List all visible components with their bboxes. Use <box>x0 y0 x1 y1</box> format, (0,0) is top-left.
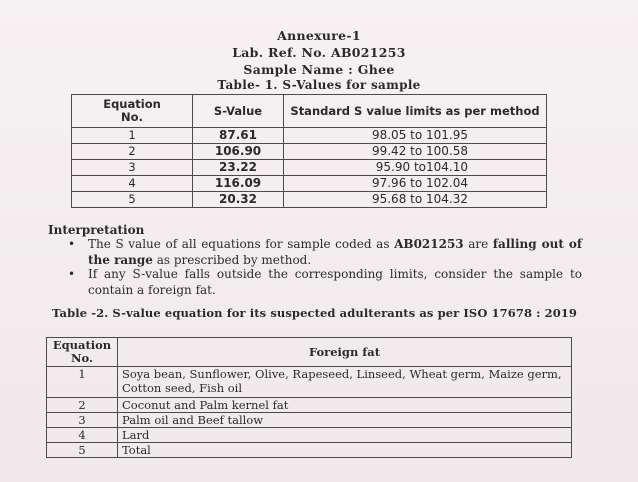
bullet-icon: • <box>68 267 76 281</box>
equation-number: 4 <box>72 176 193 192</box>
bullet-icon: • <box>68 237 76 251</box>
lab-ref-number: Lab. Ref. No. AB021253 <box>232 45 406 60</box>
equation-number: 2 <box>72 144 193 160</box>
equation-number: 3 <box>47 413 118 428</box>
equation-number: 4 <box>47 428 118 443</box>
table2-header-row <box>47 338 572 367</box>
equation-number: 3 <box>72 160 193 176</box>
table-row <box>72 176 547 192</box>
out-of-range-phrase: falling out of the range <box>88 237 582 267</box>
s-value-limit: 98.05 to 101.95 <box>284 128 547 144</box>
s-value: 116.09 <box>193 176 284 192</box>
table2-caption: Table -2. S-value equation for its suspected adulterants as per ISO 17678 : 2019 <box>52 306 578 320</box>
equation-number: 2 <box>47 398 118 413</box>
sample-name: Sample Name : Ghee <box>243 62 395 77</box>
adulterants-table <box>46 337 572 458</box>
bullet-1-post: as prescribed by method. <box>152 253 312 267</box>
s-values-table <box>71 94 547 208</box>
table1-col-equation-line1: Equation <box>103 97 161 111</box>
foreign-fat: Palm oil and Beef tallow <box>118 413 572 428</box>
table-row <box>72 192 547 208</box>
s-value-limit: 97.96 to 102.04 <box>284 176 547 192</box>
interpretation-heading: Interpretation <box>48 223 145 237</box>
table1-col-equation <box>72 95 193 128</box>
table2-col-equation-line2: No. <box>71 351 93 365</box>
foreign-fat: Lard <box>118 428 572 443</box>
interpretation-bullet-2 <box>70 266 582 298</box>
s-value: 20.32 <box>193 192 284 208</box>
table2-col-equation-line1: Equation <box>52 338 112 352</box>
sample-code: AB021253 <box>394 237 464 251</box>
table1-header-row <box>72 95 547 128</box>
table2-col-foreign-fat: Foreign fat <box>118 338 572 367</box>
table-row <box>72 128 547 144</box>
table2-col-equation <box>47 338 118 367</box>
annexure-heading: Annexure-1 <box>277 28 361 43</box>
foreign-fat: Soya bean, Sunflower, Olive, Rapeseed, Linseed, Wheat germ, Maize germ, Cotton seed, Fish oil <box>118 367 572 398</box>
table1-col-limits: Standard S value limits as per method <box>284 95 547 128</box>
s-value-limit: 95.90 to104.10 <box>284 160 547 176</box>
equation-number: 1 <box>47 367 118 398</box>
foreign-fat: Coconut and Palm kernel fat <box>118 398 572 413</box>
table-row <box>47 398 572 413</box>
equation-number: 1 <box>72 128 193 144</box>
table1-col-svalue: S-Value <box>193 95 284 128</box>
bullet-2-text: If any S-value falls outside the corresponding limits, consider the sample to contain a foreign fat. <box>88 267 582 297</box>
table-row <box>47 428 572 443</box>
equation-number: 5 <box>72 192 193 208</box>
table-row <box>47 367 572 398</box>
s-value-limit: 95.68 to 104.32 <box>284 192 547 208</box>
table-row <box>72 144 547 160</box>
s-value-limit: 99.42 to 100.58 <box>284 144 547 160</box>
interpretation-bullet-1 <box>70 236 582 268</box>
s-value: 87.61 <box>193 128 284 144</box>
s-value: 106.90 <box>193 144 284 160</box>
bullet-1-mid: are <box>463 237 493 251</box>
bullet-1-pre: The S value of all equations for sample coded as <box>88 237 395 251</box>
s-value: 23.22 <box>193 160 284 176</box>
bullet-1-text <box>70 236 582 268</box>
equation-number: 5 <box>47 443 118 458</box>
table1-col-equation-line2: No. <box>121 110 143 124</box>
table-row <box>72 160 547 176</box>
table-row <box>47 413 572 428</box>
table1-caption: Table- 1. S-Values for sample <box>217 78 421 92</box>
foreign-fat: Total <box>118 443 572 458</box>
table-row <box>47 443 572 458</box>
